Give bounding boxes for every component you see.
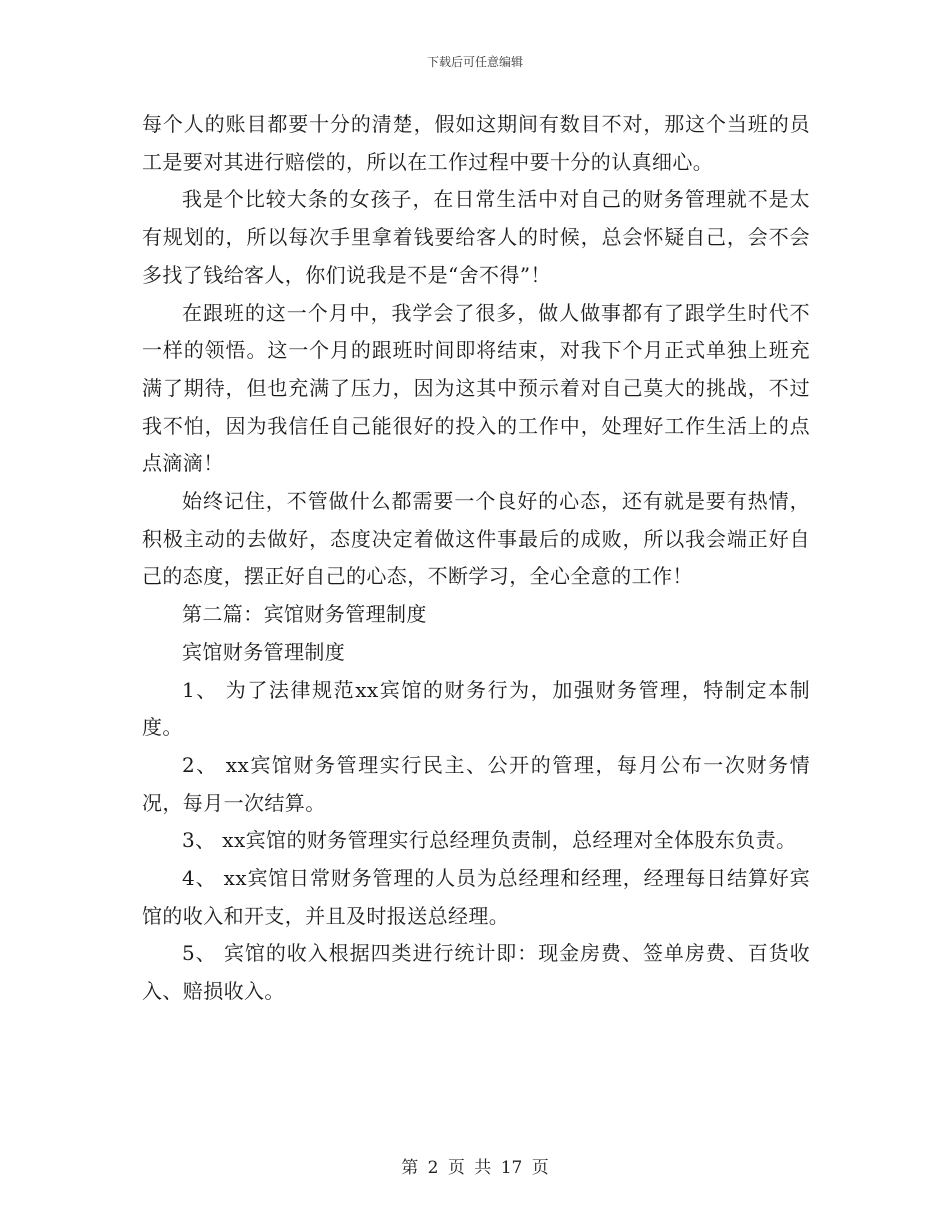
- document-body: [142, 106, 810, 1011]
- list-item: 4、 xx宾馆日常财务管理的人员为总经理和经理，经理每日结算好宾馆的收入和开支，并且及时报送总经理。: [142, 866, 810, 928]
- section-heading: 第二篇：宾馆财务管理制度: [182, 602, 427, 627]
- list-item: 1、 为了法律规范xx宾馆的财务行为，加强财务管理，特制定本制度。: [142, 677, 810, 740]
- document-title: 宾馆财务管理制度: [182, 639, 346, 664]
- paragraph: 在跟班的这一个月中，我学会了很多，做人做事都有了跟学生时代不一样的领悟。这一个月的跟班时间即将结束，对我下个月正式单独上班充满了期待，但也充满了压力，因为这其中预示着对自己莫大的挑战，不过我不怕，因为我信任自己能很好的投入的工作中，处理好工作生活上的点点滴滴！: [142, 300, 810, 476]
- paragraph-continuation: 每个人的账目都要十分的清楚，假如这期间有数目不对，那这个当班的员工是要对其进行赔偿的，所以在工作过程中要十分的认真细心。: [142, 112, 810, 174]
- list-item: 2、 xx宾馆财务管理实行民主、公开的管理，每月公布一次财务情况，每月一次结算。: [142, 752, 810, 815]
- list-item: 5、 宾馆的收入根据四类进行统计即：现金房费、签单房费、百货收入、赔损收入。: [142, 941, 810, 1004]
- page-number-footer: 第 2 页 共 17 页: [401, 1158, 549, 1178]
- page-header: 下载后可任意编辑: [426, 55, 523, 69]
- paragraph: 我是个比较大条的女孩子，在日常生活中对自己的财务管理就不是太有规划的，所以每次手里拿着钱要给客人的时候，总会怀疑自己，会不会多找了钱给客人，你们说我是不是“舍不得”！: [142, 187, 810, 287]
- paragraph: 始终记住，不管做什么都需要一个良好的心态，还有就是要有热情，积极主动的去做好，态度决定着做这件事最后的成败，所以我会端正好自己的态度，摆正好自己的心态，不断学习，全心全意的工作！: [142, 489, 810, 589]
- list-item: 3、 xx宾馆的财务管理实行总经理负责制，总经理对全体股东负责。: [182, 828, 797, 853]
